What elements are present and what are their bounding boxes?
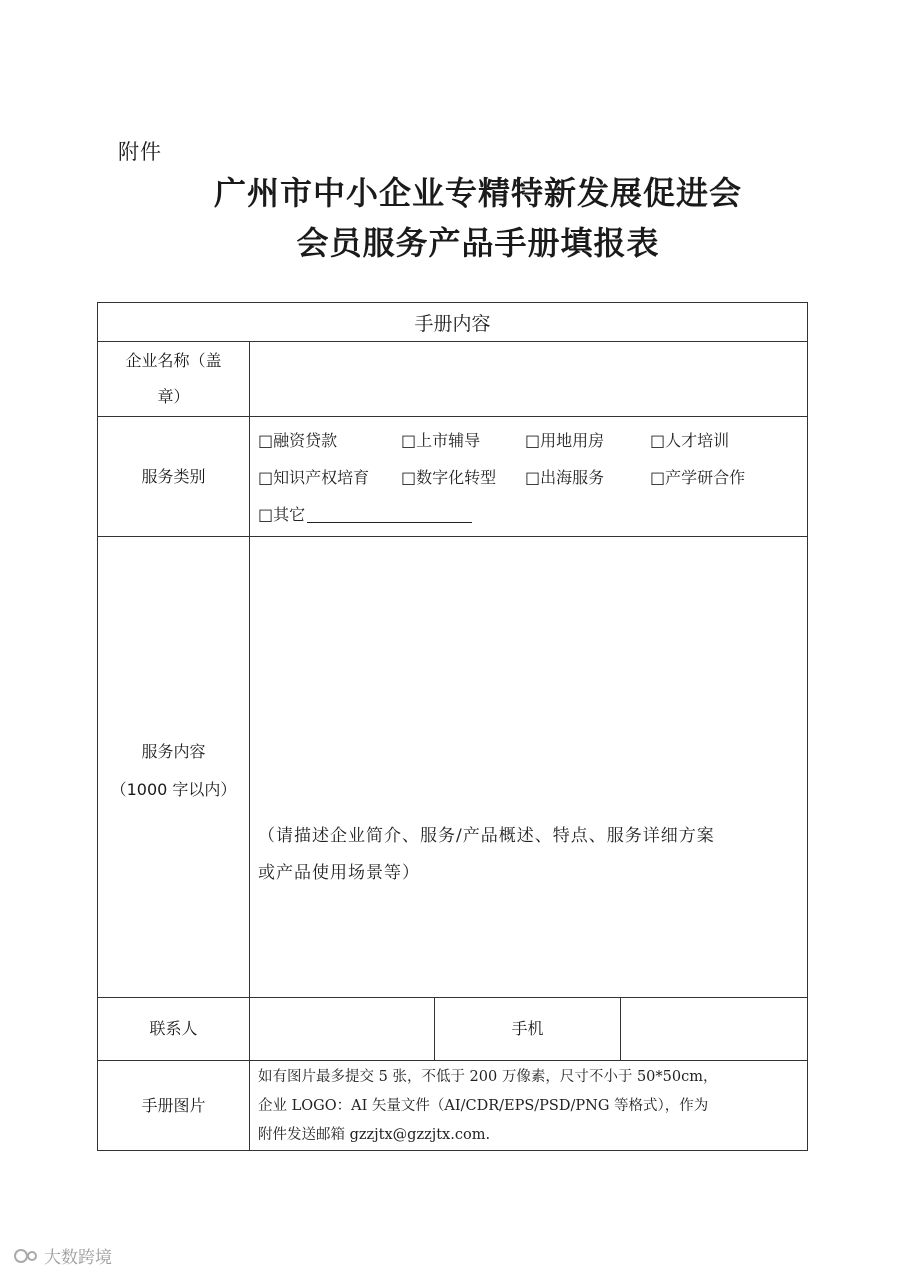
service-content-label (98, 537, 250, 998)
watermark (14, 1243, 112, 1268)
table-heading: 手册内容 (98, 303, 808, 342)
service-content-row (98, 537, 808, 998)
watermark-logo-icon (14, 1247, 40, 1265)
category-checkbox-land-housing[interactable]: □用地用房 (525, 431, 605, 450)
service-category-row (98, 417, 808, 537)
company-name-label-line1: 企业名称（盖 (125, 351, 222, 370)
document-title-line2: 会员服务产品手册填报表 (296, 224, 660, 262)
contact-row (98, 998, 808, 1061)
company-name-row (98, 342, 808, 417)
category-checkbox-digital[interactable]: □数字化转型 (401, 468, 497, 487)
mobile-field[interactable] (621, 998, 808, 1061)
service-content-field[interactable] (250, 537, 808, 998)
brochure-note-line3: 附件发送邮箱 gzzjtx@gzzjtx.com. (258, 1127, 491, 1143)
service-category-options (250, 417, 808, 537)
document-title-line1: 广州市中小企业专精特新发展促进会 (213, 174, 742, 212)
brochure-note-line1: 如有图片最多提交 5 张，不低于 200 万像素，尺寸不小于 50*50cm， (258, 1069, 718, 1085)
category-checkbox-ip[interactable]: □知识产权培育 (258, 468, 370, 487)
brochure-images-row (98, 1061, 808, 1151)
service-content-label-line2: （1000 字以内） (110, 780, 237, 799)
brochure-images-note (250, 1061, 808, 1151)
contact-person-field[interactable] (250, 998, 435, 1061)
service-content-hint-line2: 或产品使用场景等） (258, 863, 420, 883)
category-checkbox-listing[interactable]: □上市辅导 (401, 431, 481, 450)
company-name-field[interactable] (250, 342, 808, 417)
company-name-label (98, 342, 250, 417)
category-checkbox-financing[interactable]: □融资贷款 (258, 431, 338, 450)
registration-form-table (97, 302, 808, 1151)
service-content-hint-line1: （请描述企业简介、服务/产品概述、特点、服务详细方案 (258, 826, 715, 846)
category-checkbox-industry-academia[interactable]: □产学研合作 (650, 468, 746, 487)
brochure-images-label: 手册图片 (98, 1061, 250, 1151)
service-content-label-line1: 服务内容 (141, 742, 206, 761)
category-checkbox-overseas[interactable]: □出海服务 (525, 468, 605, 487)
watermark-text: 大数跨境 (44, 1248, 112, 1268)
attachment-label: 附件 (118, 140, 162, 164)
brochure-note-line2: 企业 LOGO：AI 矢量文件（AI/CDR/EPS/PSD/PNG 等格式），作为 (258, 1098, 709, 1114)
other-fill-in-line[interactable] (307, 504, 472, 523)
service-category-label: 服务类别 (98, 417, 250, 537)
mobile-label: 手机 (435, 998, 621, 1061)
company-name-label-line2: 章） (157, 387, 190, 406)
category-checkbox-talent-training[interactable]: □人才培训 (650, 431, 730, 450)
category-checkbox-other[interactable]: □其它 (258, 505, 306, 524)
contact-person-label: 联系人 (98, 998, 250, 1061)
table-heading-row (98, 303, 808, 342)
